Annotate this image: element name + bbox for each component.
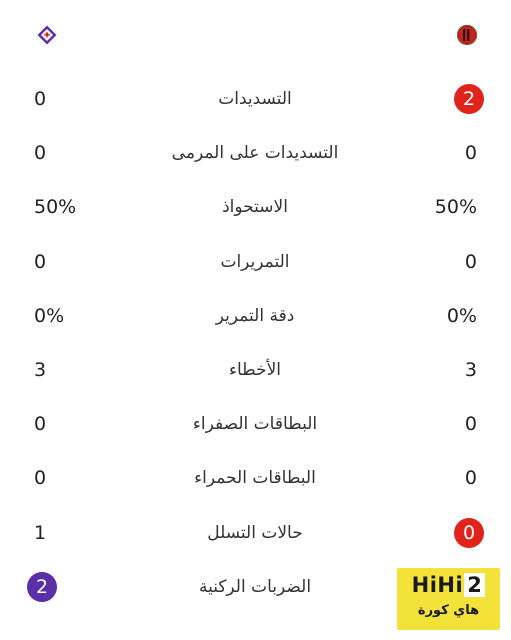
home-value-text: 0 — [464, 413, 477, 436]
home-value-text: 0 — [464, 142, 477, 165]
away-stat-value — [34, 141, 46, 165]
hihi2-watermark-logo — [397, 568, 500, 630]
stat-label: التمريرات — [220, 251, 290, 272]
away-stat-value — [34, 87, 46, 111]
stat-row — [0, 397, 511, 451]
stat-label: الاستحواذ — [222, 197, 288, 218]
home-value-text: 0% — [446, 304, 477, 327]
stat-row — [0, 506, 511, 560]
stat-row — [0, 235, 511, 289]
away-stat-value — [34, 250, 46, 274]
teams-header — [0, 0, 511, 72]
away-stat-value — [34, 412, 46, 436]
stat-label: دقة التمرير — [215, 305, 295, 326]
away-stat-value — [34, 466, 46, 490]
home-stat-value — [465, 250, 477, 274]
home-value-text: 0 — [464, 250, 477, 273]
away-value-text: 0 — [34, 88, 47, 111]
fiorentina-crest-icon — [36, 24, 58, 46]
away-value-text: 1 — [34, 521, 47, 544]
stat-label: الضربات الركنية — [198, 576, 312, 597]
away-leader-badge: 2 — [27, 572, 57, 602]
stat-label: الأخطاء — [228, 360, 282, 381]
home-stat-value — [465, 466, 477, 490]
stat-row — [0, 451, 511, 505]
stat-label: البطاقات الحمراء — [194, 468, 316, 489]
home-stat-value — [465, 141, 477, 165]
home-value-text: 50% — [434, 196, 477, 219]
home-stat-value — [435, 195, 477, 219]
stat-row — [0, 126, 511, 180]
away-value-text: 0 — [34, 467, 47, 490]
away-value-text: 50% — [34, 196, 77, 219]
home-stat-value — [447, 304, 477, 328]
stat-row — [0, 289, 511, 343]
home-leader-badge: 0 — [454, 518, 484, 548]
ac-milan-crest-icon — [456, 24, 478, 46]
stat-label: التسديدات على المرمى — [171, 143, 339, 164]
home-value-text: 3 — [464, 359, 477, 382]
stat-row — [0, 343, 511, 397]
away-value-text: 0 — [34, 250, 47, 273]
away-stat-value — [34, 521, 46, 545]
away-value-text: 0 — [34, 413, 47, 436]
stat-label: البطاقات الصفراء — [192, 414, 318, 435]
home-leader-badge: 2 — [454, 84, 484, 114]
home-stat-value — [465, 412, 477, 436]
watermark-brand: HiHi 2 — [397, 573, 500, 597]
away-value-text: 0 — [34, 142, 47, 165]
away-stat-value — [34, 358, 46, 382]
match-stats-list — [0, 72, 511, 614]
home-value-text: 0 — [464, 467, 477, 490]
watermark-subtitle: هاي كورة — [417, 603, 480, 618]
away-stat-value — [34, 195, 76, 219]
home-stat-value — [454, 518, 477, 548]
away-value-text: 0% — [34, 304, 65, 327]
stat-label: حالات التسلل — [207, 522, 303, 543]
home-stat-value — [465, 358, 477, 382]
away-stat-value — [34, 304, 64, 328]
away-stat-value — [34, 572, 57, 602]
stat-label: التسديدات — [218, 89, 292, 110]
away-value-text: 3 — [34, 359, 47, 382]
stat-row — [0, 72, 511, 126]
stat-row — [0, 180, 511, 234]
home-stat-value — [454, 84, 477, 114]
